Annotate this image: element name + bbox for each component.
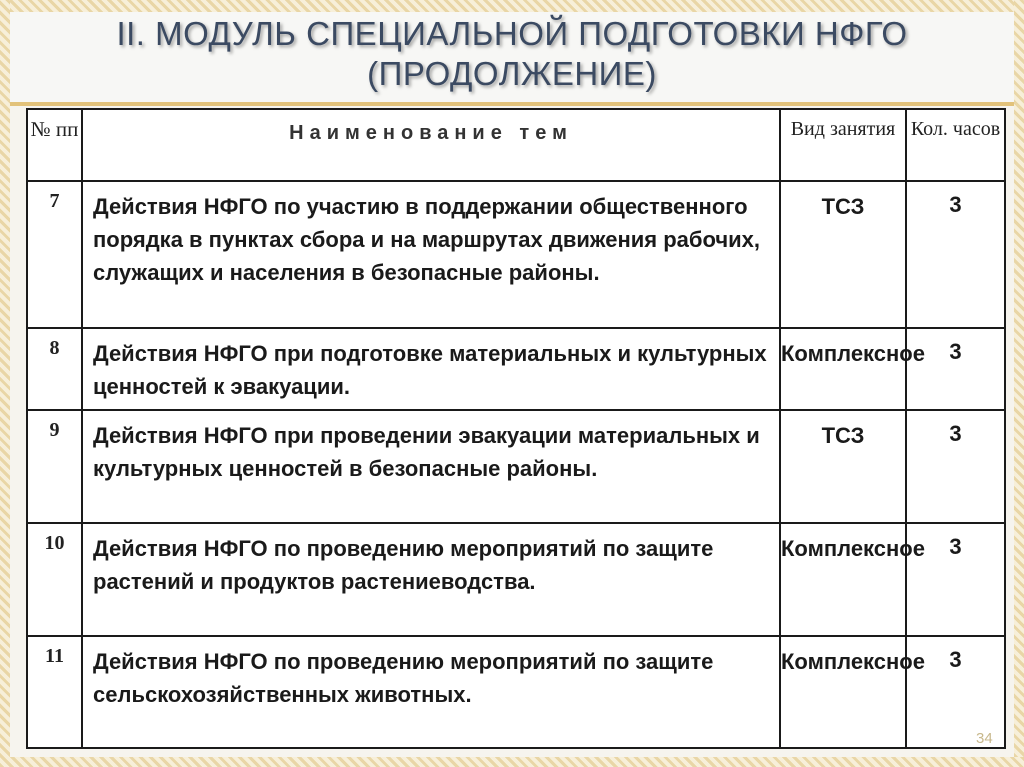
row-num: 11 xyxy=(27,636,82,748)
decorative-border-top xyxy=(0,0,1024,12)
row-hours: 3 xyxy=(906,636,1005,748)
row-hours: 3 xyxy=(906,410,1005,523)
row-type: ТСЗ xyxy=(780,181,906,328)
row-name: Действия НФГО по проведению мероприятий по защите растений и продуктов растениеводства. xyxy=(82,523,780,636)
row-name: Действия НФГО по участию в поддержании общественного порядка в пунктах сбора и на маршрутах движения рабочих, служащих и населения в безопасные районы. xyxy=(82,181,780,328)
decorative-border-bottom xyxy=(0,757,1024,767)
decorative-border-right xyxy=(1014,0,1024,767)
decorative-border-left xyxy=(0,0,10,767)
row-hours: 3 xyxy=(906,523,1005,636)
table-row xyxy=(27,410,1005,523)
page-number: 34 xyxy=(976,730,993,747)
title-divider xyxy=(10,102,1014,106)
slide-title-line2: (ПРОДОЛЖЕНИЕ) xyxy=(367,55,657,92)
table-row xyxy=(27,181,1005,328)
header-type: Вид занятия xyxy=(780,109,906,181)
row-type: ТСЗ xyxy=(780,410,906,523)
slide-title-line1: II. МОДУЛЬ СПЕЦИАЛЬНОЙ ПОДГОТОВКИ НФГО xyxy=(116,15,908,52)
row-name: Действия НФГО по проведению мероприятий по защите сельскохозяйственных животных. xyxy=(82,636,780,748)
header-name: Наименование тем xyxy=(82,109,780,181)
row-name: Действия НФГО при проведении эвакуации материальных и культурных ценностей в безопасные районы. xyxy=(82,410,780,523)
table-row xyxy=(27,636,1005,748)
table-row xyxy=(27,328,1005,410)
header-num: № пп xyxy=(27,109,82,181)
table-row xyxy=(27,523,1005,636)
topics-table xyxy=(26,108,1006,749)
row-type: Комплексное xyxy=(780,328,906,410)
row-num: 10 xyxy=(27,523,82,636)
row-type: Комплексное xyxy=(780,523,906,636)
row-hours: 3 xyxy=(906,181,1005,328)
header-hours: Кол. часов xyxy=(906,109,1005,181)
row-type: Комплексное xyxy=(780,636,906,748)
row-num: 7 xyxy=(27,181,82,328)
row-hours: 3 xyxy=(906,328,1005,410)
row-num: 8 xyxy=(27,328,82,410)
table-header-row xyxy=(27,109,1005,181)
slide-title xyxy=(10,14,1014,94)
row-num: 9 xyxy=(27,410,82,523)
row-name: Действия НФГО при подготовке материальных и культурных ценностей к эвакуации. xyxy=(82,328,780,410)
